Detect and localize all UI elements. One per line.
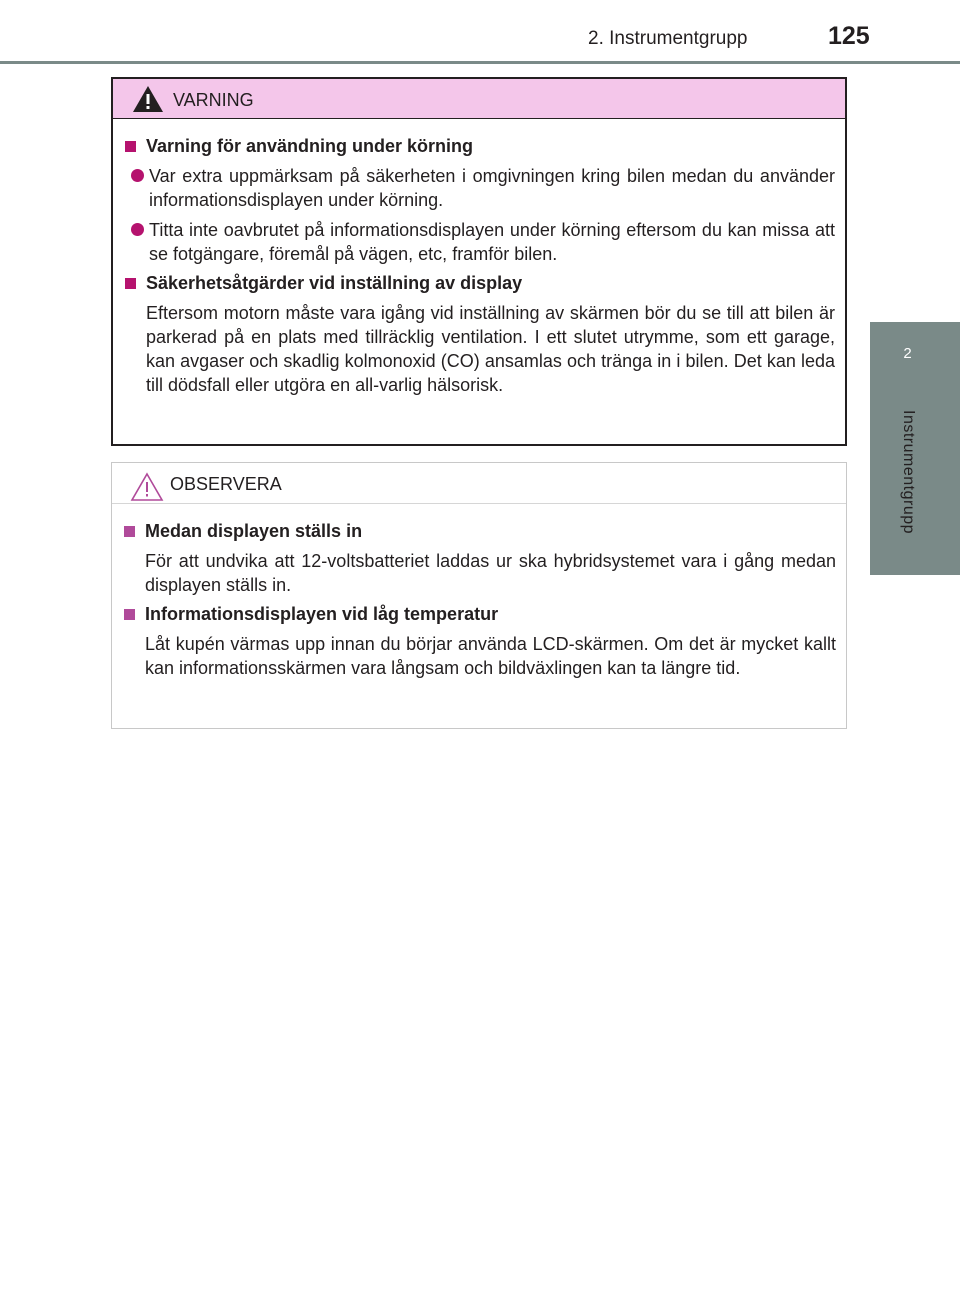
bullet-text: Titta inte oavbrutet på informationsdisplayen under körning eftersom du kan missa att se fotgängare, föremål på vägen, etc, framför bilen.: [149, 220, 835, 264]
section-marker-icon: [125, 278, 136, 289]
bullet-item: [123, 164, 835, 212]
warning-section-display-setup: [123, 272, 835, 397]
bullet-dot-icon: [131, 169, 144, 182]
bullet-text: Var extra uppmärksam på säkerheten i omgivningen kring bilen medan du använder informationsdisplayen under körning.: [149, 166, 835, 210]
notice-title: OBSERVERA: [170, 474, 282, 494]
section-paragraph: Låt kupén värmas upp innan du börjar använda LCD-skärmen. Om det är mycket kallt kan informationsskärmen vara långsam och bildväxlingen kan ta längre tid.: [145, 634, 836, 678]
notice-body: [112, 504, 846, 680]
section-heading: [123, 272, 835, 295]
warning-triangle-icon: [131, 84, 165, 114]
caution-triangle-outline-icon: [130, 472, 164, 502]
warning-section-driving: [123, 135, 835, 266]
bullet-dot-icon: [131, 223, 144, 236]
notice-header: [112, 463, 846, 504]
warning-body: [113, 119, 845, 397]
section-title: 2. Instrumentgrupp: [588, 28, 748, 49]
section-heading-text: Informationsdisplayen vid låg temperatur: [145, 604, 499, 624]
section-marker-icon: [124, 526, 135, 537]
bullet-item: [123, 218, 835, 266]
section-heading-text: Medan displayen ställs in: [145, 521, 363, 541]
warning-box: [111, 77, 847, 446]
chapter-label: Instrumentgrupp: [900, 410, 917, 535]
section-heading-text: Varning för användning under körning: [146, 136, 474, 156]
header-divider: [0, 61, 960, 64]
section-marker-icon: [124, 609, 135, 620]
page-number: 125: [828, 22, 870, 50]
notice-box: [111, 462, 847, 729]
section-heading: [123, 135, 835, 158]
section-paragraph: För att undvika att 12-voltsbatteriet laddas ur ska hybridsystemet vara i gång medan displayen ställs in.: [145, 551, 836, 595]
warning-header: [113, 79, 845, 119]
section-heading-text: Säkerhetsåtgärder vid inställning av display: [146, 273, 523, 293]
section-heading: [122, 520, 836, 543]
section-heading: [122, 603, 836, 626]
chapter-number: 2: [903, 345, 912, 362]
section-paragraph: Eftersom motorn måste vara igång vid inställning av skärmen bör du se till att bilen är parkerad på en plats med tillräcklig ventilation. I ett slutet utrymme, som ett garage, kan avgaser och skadlig kolmonoxid (CO) ansamlas och tränga in i bilen. Det kan leda till dödsfall eller utgöra en all-varlig hälsorisk.: [146, 303, 835, 395]
section-marker-icon: [125, 141, 136, 152]
notice-section-display-setting: [122, 520, 836, 597]
notice-section-low-temperature: [122, 603, 836, 680]
warning-title: VARNING: [173, 90, 254, 110]
